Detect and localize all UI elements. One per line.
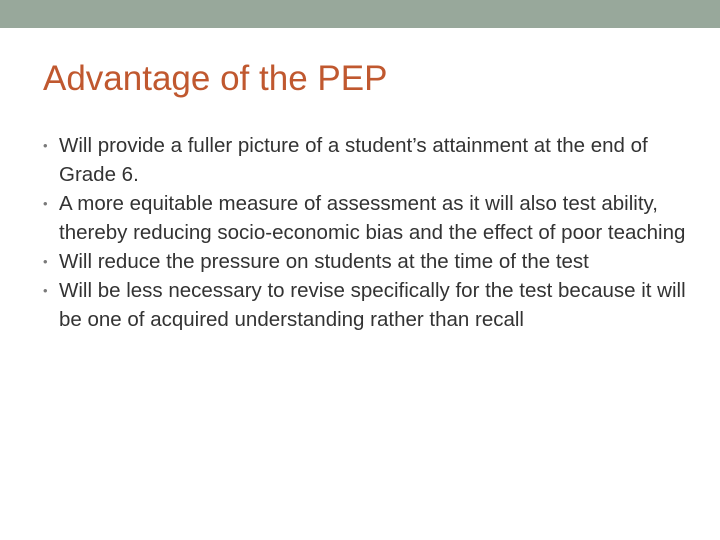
bullet-text: Will be less necessary to revise specifically for the test because it will be one of acquired understanding rather than recall — [59, 279, 686, 331]
bullet-marker: • — [43, 283, 48, 298]
bullet-marker: • — [43, 138, 48, 153]
bullet-marker: • — [43, 254, 48, 269]
bullet-item — [43, 276, 693, 334]
bullet-text: Will reduce the pressure on students at the time of the test — [59, 250, 589, 273]
slide-top-bar — [0, 0, 720, 28]
bullet-text: A more equitable measure of assessment as it will also test ability, thereby reducing socio-economic bias and the effect of poor teaching — [59, 192, 686, 244]
bullet-item — [43, 131, 693, 189]
slide-title: Advantage of the PEP — [43, 59, 388, 98]
bullet-item — [43, 189, 693, 247]
bullet-list — [43, 131, 693, 334]
bullet-marker: • — [43, 196, 48, 211]
bullet-text: Will provide a fuller picture of a student’s attainment at the end of Grade 6. — [59, 134, 648, 186]
bullet-item — [43, 247, 693, 276]
